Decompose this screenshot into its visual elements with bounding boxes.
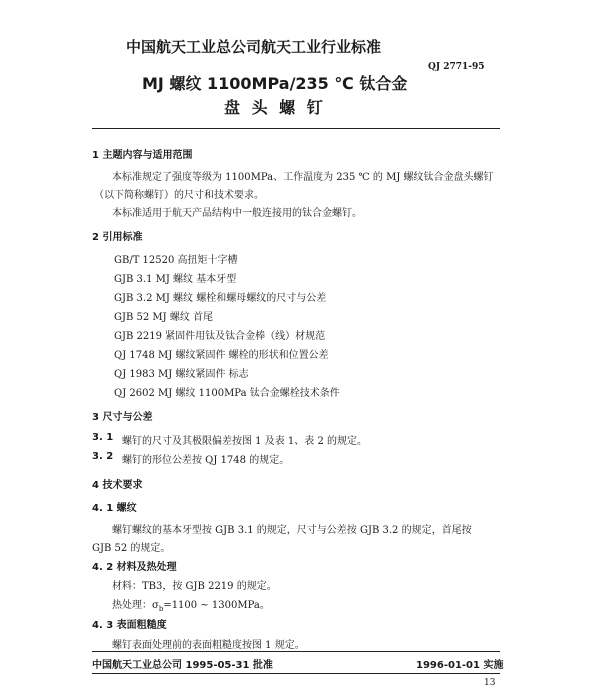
footer-bottom-rule (92, 673, 500, 674)
reference-item: GJB 52 MJ 螺纹 首尾 (114, 312, 214, 323)
reference-item: QJ 1983 MJ 螺纹紧固件 标志 (114, 369, 249, 380)
clause-4-3-heading: 4. 3 表面粗糙度 (92, 620, 167, 631)
clause-4-1-heading: 4. 1 螺纹 (92, 503, 137, 514)
reference-item: GB/T 12520 高扭矩十字槽 (114, 255, 238, 266)
doc-title-line1: MJ 螺纹 1100MPa/235 ℃ 钛合金 (142, 74, 408, 93)
clause-number: 3. 1 (92, 432, 114, 443)
clause-number: 3. 2 (92, 451, 114, 462)
section-3-heading: 3 尺寸与公差 (92, 412, 153, 423)
clause-4-1-text-a: 螺钉螺纹的基本牙型按 GJB 3.1 的规定，尺寸与公差按 GJB 3.2 的规定，首尾按 (112, 525, 472, 536)
title-divider (92, 128, 500, 129)
section-1-para-1b: （以下简称螺钉）的尺寸和技术要求。 (94, 190, 264, 201)
org-title: 中国航天工业总公司航天工业行业标准 (126, 38, 382, 56)
footer-divider (92, 651, 500, 652)
sigma-subscript: b (158, 605, 164, 613)
clause-4-1-text-b: GJB 52 的规定。 (92, 543, 171, 554)
clause-3-1-text: 螺钉的尺寸及其极限偏差按图 1 及表 1、表 2 的规定。 (122, 436, 367, 447)
heat-treatment-range: =1100 ~ 1300MPa。 (163, 600, 270, 611)
approval-date: 中国航天工业总公司 1995-05-31 批准 (92, 660, 273, 671)
clause-4-2-heat-treatment (112, 596, 270, 613)
heat-treatment-label: 热处理：σ (112, 600, 159, 611)
reference-item: QJ 1748 MJ 螺纹紧固件 螺栓的形状和位置公差 (114, 350, 329, 361)
page-number: 13 (484, 678, 496, 688)
doc-title-line2: 盘 头 螺 钉 (224, 98, 326, 117)
reference-item: QJ 2602 MJ 螺纹 1100MPa 钛合金螺栓技术条件 (114, 388, 340, 399)
standard-code: QJ 2771-95 (428, 62, 485, 72)
section-2-heading: 2 引用标准 (92, 232, 143, 243)
reference-item: GJB 2219 紧固件用钛及钛合金棒（线）材规范 (114, 331, 326, 342)
reference-item: GJB 3.1 MJ 螺纹 基本牙型 (114, 274, 237, 285)
clause-4-2-material: 材料：TB3，按 GJB 2219 的规定。 (112, 581, 277, 592)
section-1-para-2: 本标准适用于航天产品结构中一般连接用的钛合金螺钉。 (112, 208, 362, 219)
effective-date: 1996-01-01 实施 (416, 660, 504, 671)
section-1-para-1a: 本标准规定了强度等级为 1100MPa、工作温度为 235 ℃ 的 MJ 螺纹钛合金盘头螺钉 (112, 172, 494, 183)
reference-item: GJB 3.2 MJ 螺纹 螺栓和螺母螺纹的尺寸与公差 (114, 293, 327, 304)
clause-4-3-text: 螺钉表面处理前的表面粗糙度按图 1 规定。 (112, 640, 305, 651)
clause-4-2-heading: 4. 2 材料及热处理 (92, 562, 177, 573)
section-4-heading: 4 技术要求 (92, 480, 143, 491)
clause-3-2-text: 螺钉的形位公差按 QJ 1748 的规定。 (122, 455, 290, 466)
section-1-heading: 1 主题内容与适用范围 (92, 150, 193, 161)
